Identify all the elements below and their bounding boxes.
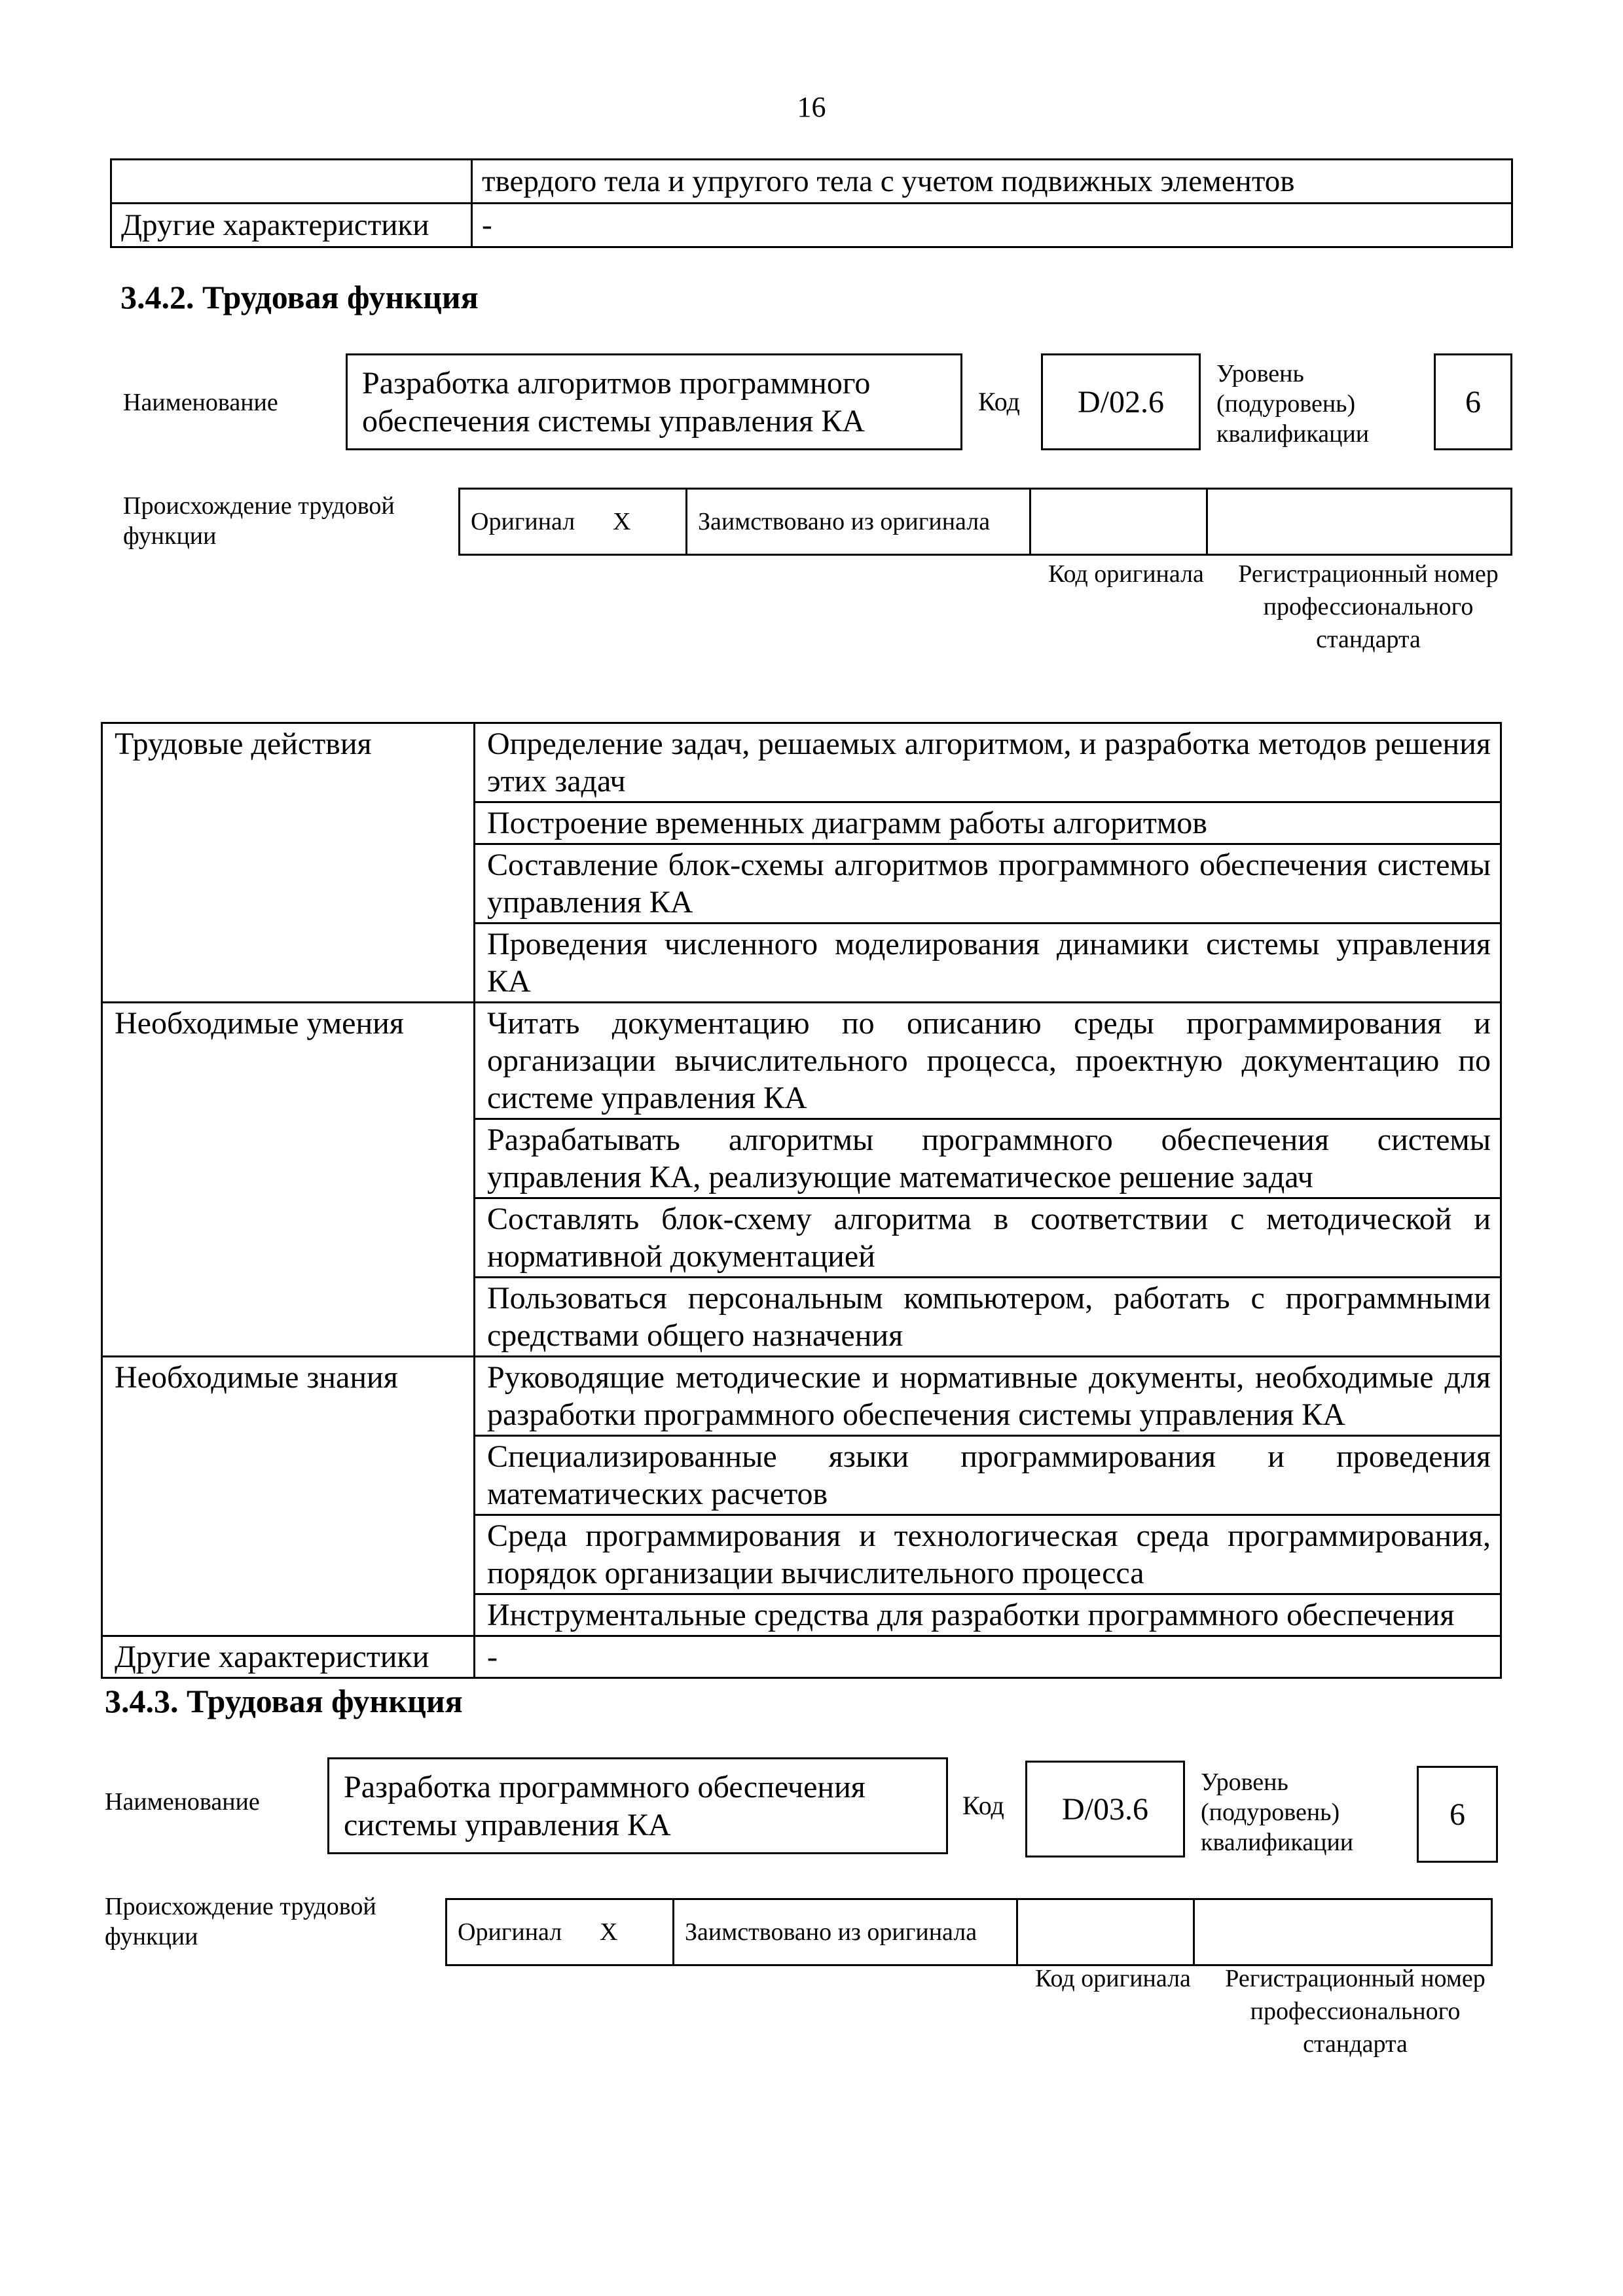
- group-item: Разрабатывать алгоритмы программного обеспечения системы управления КА, реализующие математическое решение задач: [475, 1119, 1501, 1198]
- level-box: [1417, 1766, 1498, 1863]
- level-label: Уровень (подуровень) квалификации: [1216, 360, 1370, 448]
- page-number: 16: [797, 91, 826, 123]
- group-item: Построение временных диаграмм работы алгоритмов: [475, 802, 1501, 844]
- group-item: Составление блок-схемы алгоритмов программного обеспечения системы управления КА: [475, 844, 1501, 924]
- caption-code: Код оригинала: [1035, 1965, 1191, 1992]
- continuation-table: [110, 158, 1513, 248]
- group-item: Инструментальные средства для разработки программного обеспечения: [475, 1594, 1501, 1636]
- caption-reg: Регистрационный номер профессионального стандарта: [1225, 1965, 1486, 2058]
- table-row: [447, 1899, 1492, 1965]
- origin-table: [458, 488, 1512, 556]
- row-value: твердого тела и упругого тела с учетом подвижных элементов: [472, 160, 1512, 204]
- level-box: [1434, 353, 1512, 450]
- table-row: [102, 1357, 1501, 1436]
- function-name-box: [327, 1757, 948, 1854]
- origin-label: Происхождение трудовой функции: [123, 492, 395, 550]
- origin-mark: X: [602, 489, 687, 555]
- group-item: Среда программирования и технологическая среда программирования, порядок организации вычислительного процесса: [475, 1515, 1501, 1594]
- code-value: D/02.6: [1078, 384, 1164, 420]
- group-item: Читать документацию по описанию среды программирования и организации вычислительного процесса, проектную документацию по системе управления КА: [475, 1003, 1501, 1119]
- table-row: [102, 1003, 1501, 1119]
- group-label: Другие характеристики: [102, 1636, 475, 1678]
- caption-code: Код оригинала: [1048, 560, 1204, 588]
- table-row: [111, 160, 1512, 204]
- origin-label: Происхождение трудовой функции: [105, 1893, 376, 1950]
- section-title: 3.4.3. Трудовая функция: [105, 1683, 463, 1719]
- name-label: Наименование: [105, 1788, 260, 1816]
- row-value: -: [472, 204, 1512, 247]
- section-title: 3.4.2. Трудовая функция: [120, 279, 479, 315]
- origin-code-cell: [1030, 489, 1207, 555]
- group-item: Составлять блок-схему алгоритма в соответствии с методической и нормативной документацией: [475, 1198, 1501, 1278]
- name-label: Наименование: [123, 389, 278, 416]
- caption-reg: Регистрационный номер профессионального стандарта: [1238, 560, 1499, 653]
- function-name-box: [346, 353, 962, 450]
- group-item: Пользоваться персональным компьютером, работать с программными средствами общего назначения: [475, 1278, 1501, 1357]
- code-value: D/03.6: [1062, 1791, 1148, 1827]
- code-label: Код: [962, 1791, 1004, 1820]
- group-item: Определение задач, решаемых алгоритмом, и разработка методов решения этих задач: [475, 723, 1501, 802]
- origin-original: Оригинал: [460, 489, 603, 555]
- origin-borrowed: Заимствовано из оригинала: [674, 1899, 1017, 1965]
- code-box: [1025, 1761, 1185, 1857]
- table-row: [460, 489, 1512, 555]
- origin-reg-cell: [1207, 489, 1512, 555]
- origin-mark: X: [589, 1899, 674, 1965]
- code-label: Код: [978, 387, 1020, 416]
- function-details-table: [101, 722, 1502, 1679]
- function-name: Разработка программного обеспечения системы управления КА: [344, 1770, 866, 1842]
- origin-table: [445, 1898, 1493, 1966]
- table-row: [102, 1636, 1501, 1678]
- code-box: [1041, 353, 1201, 450]
- group-item: Проведения численного моделирования динамики системы управления КА: [475, 924, 1501, 1003]
- group-label: Необходимые знания: [102, 1357, 475, 1636]
- level-value: 6: [1450, 1797, 1465, 1832]
- origin-borrowed: Заимствовано из оригинала: [687, 489, 1030, 555]
- table-row: [111, 204, 1512, 247]
- group-item: -: [475, 1636, 1501, 1678]
- level-label: Уровень (подуровень) квалификации: [1201, 1768, 1354, 1856]
- origin-code-cell: [1017, 1899, 1194, 1965]
- group-label: Трудовые действия: [102, 723, 475, 1003]
- group-item: Руководящие методические и нормативные документы, необходимые для разработки программного обеспечения системы управления КА: [475, 1357, 1501, 1436]
- group-label: Необходимые умения: [102, 1003, 475, 1357]
- row-label: Другие характеристики: [111, 204, 472, 247]
- level-value: 6: [1465, 384, 1481, 420]
- origin-reg-cell: [1194, 1899, 1492, 1965]
- table-row: [102, 723, 1501, 802]
- function-name: Разработка алгоритмов программного обеспечения системы управления КА: [362, 366, 871, 439]
- origin-original: Оригинал: [447, 1899, 590, 1965]
- row-label: [111, 160, 472, 204]
- group-item: Специализированные языки программирования и проведения математических расчетов: [475, 1436, 1501, 1515]
